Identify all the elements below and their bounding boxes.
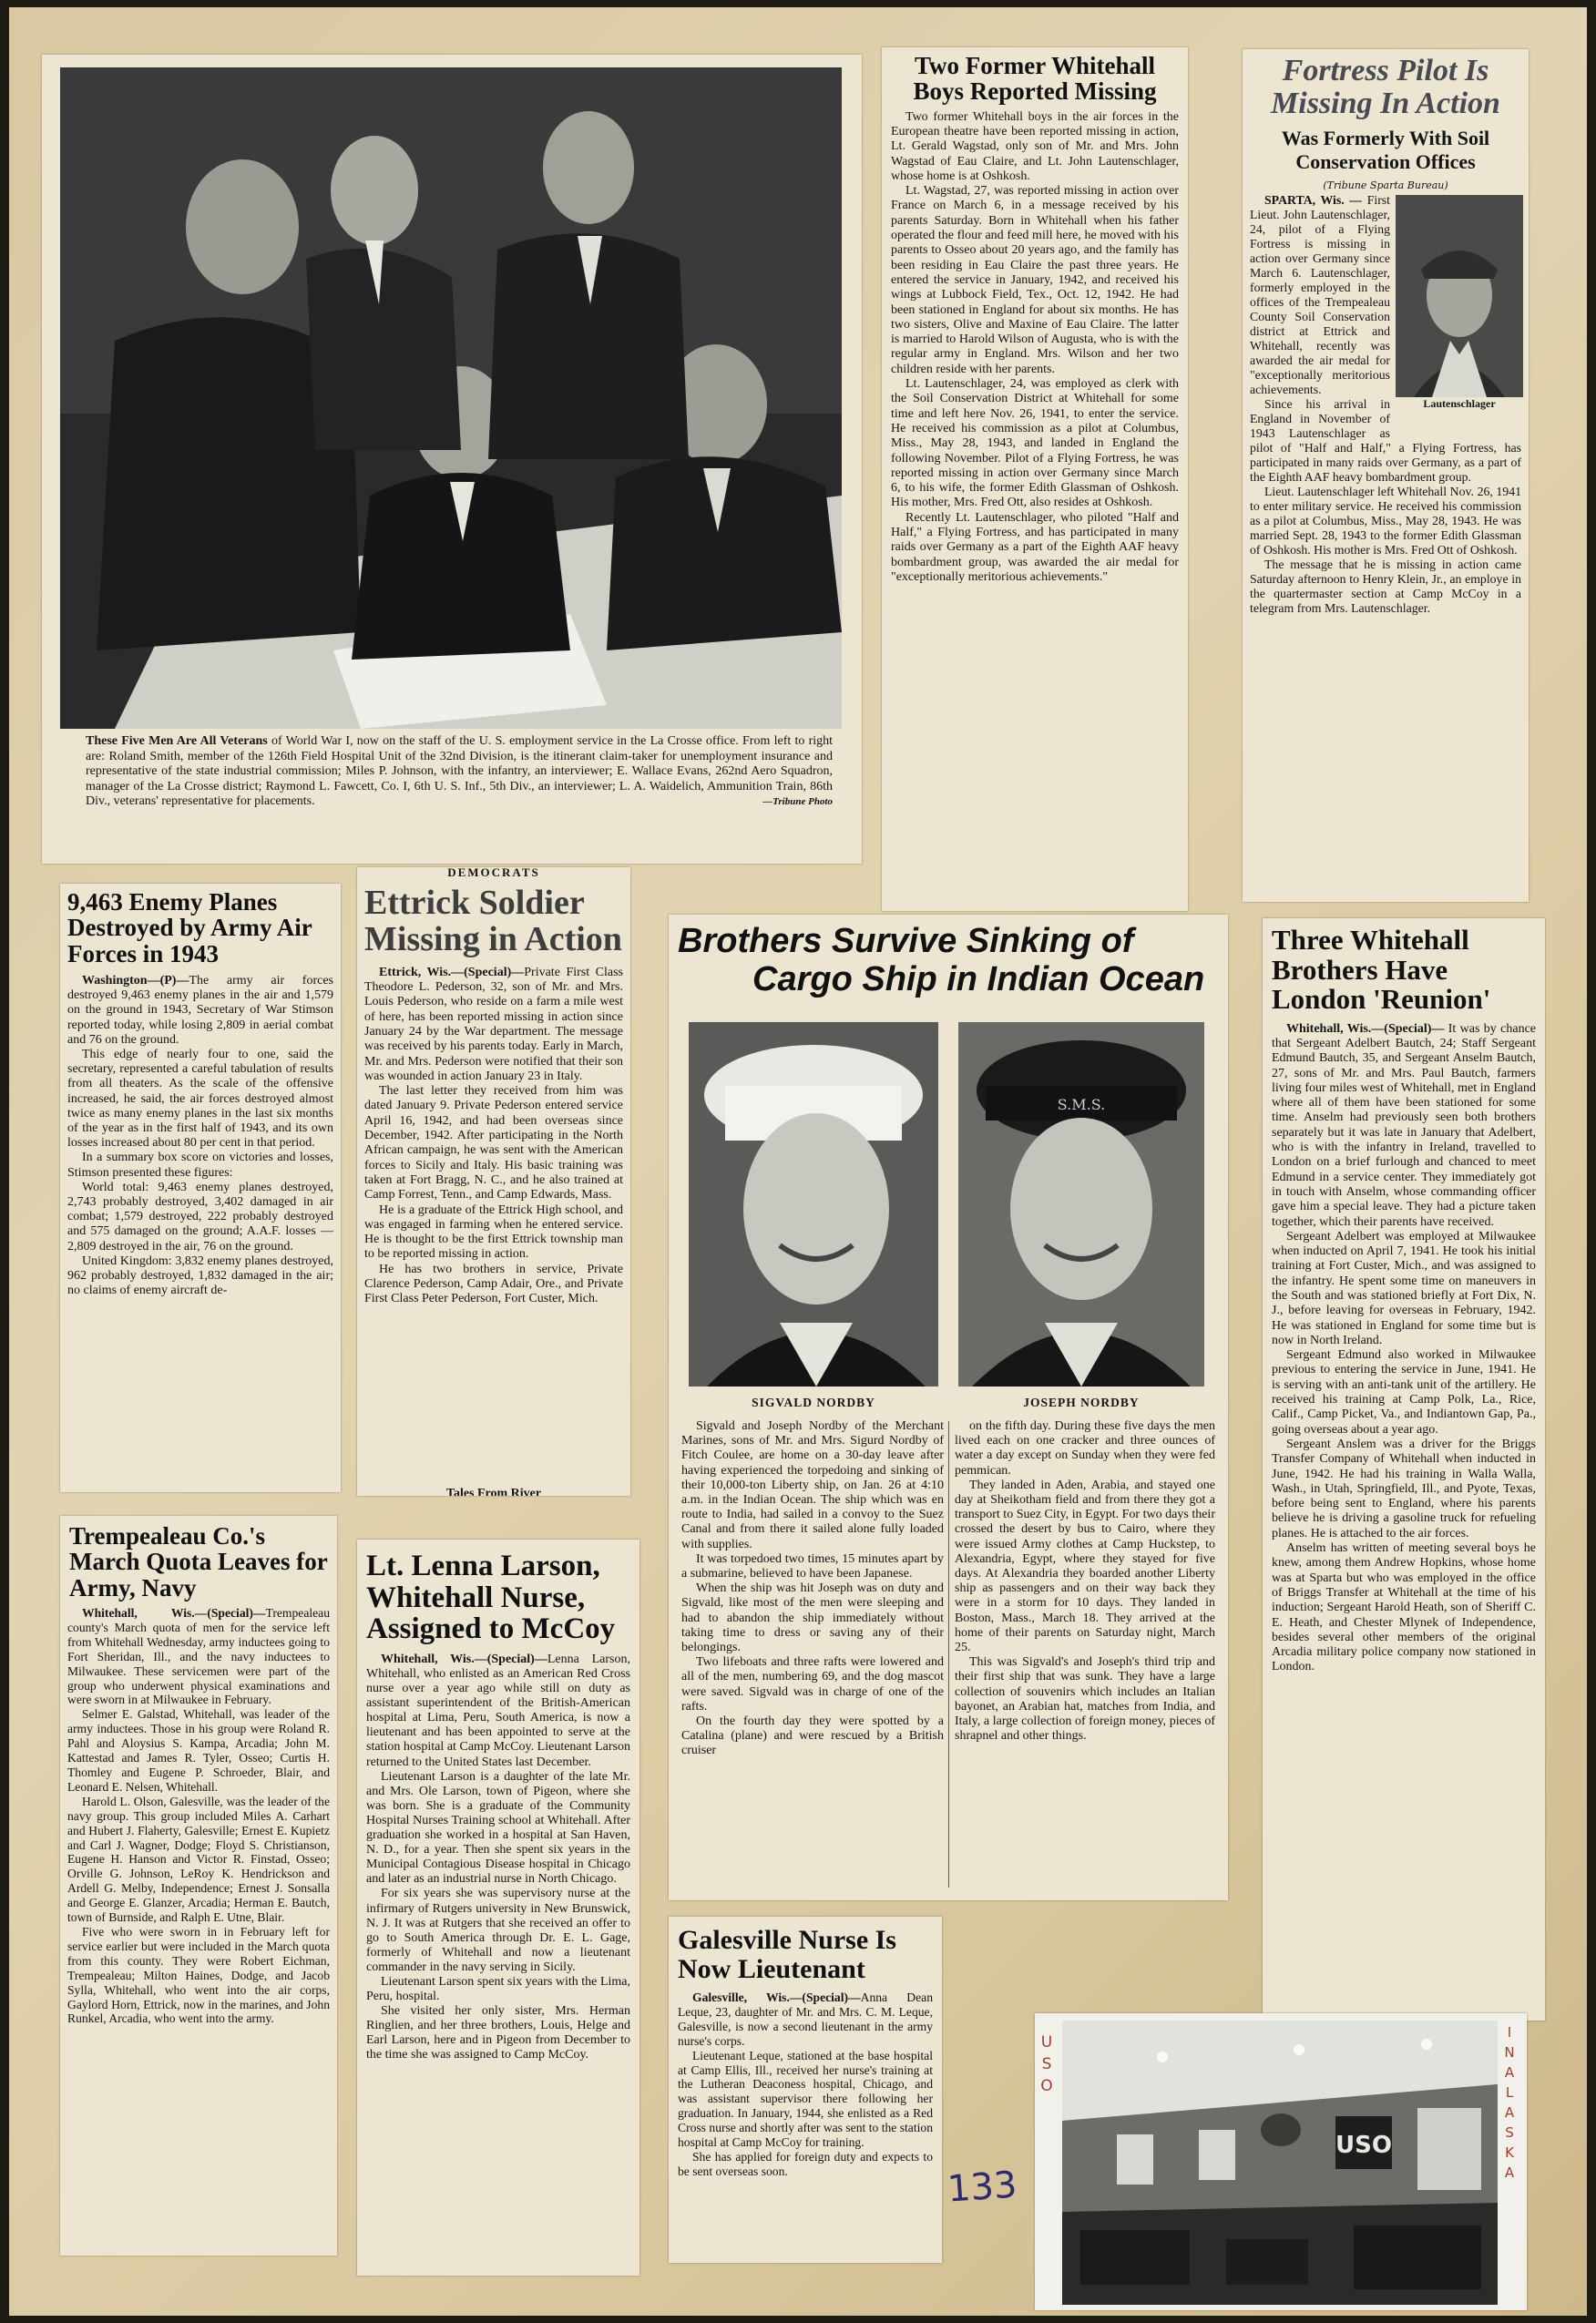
lenna-dateline: Whitehall, Wis.—(Special)— [381,1652,547,1666]
trempealeau-para: Five who were sworn in in February left for service earlier but were included in the March quota from this county. They were Robert Eichman, Trempealeau; Milton Haines, Dodge, and Jacob Sylla, Whitehall, who went into the air corps, Gaylord Horn, Ettrick, now in the marines, and John Runkel, Arcadia, who went into the army. [67,1924,330,2026]
planes-para: United Kingdom: 3,832 enemy planes destroyed, 962 probably destroyed, 1,832 damaged in the air; no claims of enemy aircraft de- [67,1254,333,1298]
trempealeau-para: Whitehall, Wis.—(Special)—Trempealeau county's March quota of men for the service left from Whitehall Wednesday, army inductees going to Fort Sheridan, Ill., and the navy inductees to Milwaukee. These servicemen were part of the group who underwent physical examinations and were sworn in at Milwaukee in February. [67,1606,330,1707]
page-number: 133 [946,2164,1018,2211]
fortress-para: Since his arrival in England in November of 1943 Lautenschlager as pilot of "Half and Half," a Flying Fortress, has participated in many raids over Germany, as a part of the Eighth AAF heavy bombardment group. [1250,397,1521,485]
veterans-photo-caption [86,734,833,810]
veterans-photo [60,67,842,729]
ettrick-para: He has two brothers in service, Private Clarence Pederson, Camp Adair, Ore., and Private First Class Peter Pederson, Fort Custer, Mich. [364,1262,623,1306]
uso-right-label: IN ALASKA [1504,2024,1517,2181]
lenna-body [366,1653,630,2063]
galesville-para: She has applied for foreign duty and expects to be sent overseas soon. [678,2149,933,2178]
brothers-headline-line1: Brothers Survive Sinking of [678,922,1134,960]
trempealeau-para: Selmer E. Galstad, Whitehall, was leader of the army inductees. Those in his group were Roland R. Pahl and Aloysius S. Kampa, Arcadia; John M. Kattestad and James R. Tyler, Osseo; Curtis H. Thomley and Eugene P. Schroeder, Blair, and Leonard E. Nelsen, Whitehall. [67,1707,330,1794]
fortress-photo-box [1396,195,1523,425]
ettrick-body [364,966,623,1307]
ettrick-para: The last letter they received from him was dated January 9. Private Pederson entered service April 16, 1942, and had been overseas since December, 1942. After participating in the North African campaign, he was sent with the American forces to Sicily and Italy. His basic training was taken at Fort Bragg, N. C., and he also trained at Camp Forrest, Tenn., and Camp Edwards, Mass. [364,1084,623,1202]
veterans-photo-clipping [42,55,862,864]
lautenschlager-photo [1396,195,1523,397]
fortress-para: The message that he is missing in action came Saturday afternoon to Henry Klein, Jr., an employe in the quartermaster section at Camp McCoy in a telegram from Mrs. Lautenschlager. [1250,558,1521,616]
lenna-larson-clipping [357,1540,639,2276]
three-para: Anselm has written of meeting several boys he knew, among them Andrew Hopkins, whose home was at Sparta but who was employed in the office of Briggs Transfer at Whitehall at the time of his induction; Sergeant Harold Heath, son of Sheriff C. E. Heath, and Chester Mlynek of Independence, besides several other members of the original Arcadia military police company now stationed in London. [1272,1541,1536,1674]
ettrick-masthead: DEMOCRATS [447,867,540,879]
two-former-para: Lt. Lautenschlager, 24, was employed as clerk with the Soil Conservation District at Whitehall for some time and left here Nov. 26, 1941, to enter the service. He received his commission as a pilot at Columbus, Miss., May 28, 1943, and landed in England the following November. Pilot of a Flying Fortress, he was reported missing in action over Germany since March 6, to his wife, the former Edith Glassman of Oshkosh. His mother, Mrs. Fred Ott, also resides at Oshkosh. [891,377,1179,510]
brothers-headline-line2: Cargo Ship in Indian Ocean [752,959,1205,998]
galesville-para: Galesville, Wis.—(Special)—Anna Dean Leque, 23, daughter of Mr. and Mrs. C. M. Leque, Galesville, is now a second lieutenant in the army nurse's corps. [678,1990,933,2048]
brothers-col1 [681,1419,944,1759]
two-former-para: Recently Lt. Lautenschlager, who piloted "Half and Half," a Flying Fortress, and has participated in many raids over Germany as a part of the Eighth AAF heavy bombardment group, was awarded the air medal for "exceptionally meritorious achievements." [891,510,1179,584]
cap-text: S.M.S. [1057,1096,1106,1113]
lenna-para: She visited her only sister, Mrs. Herman Ringlien, and her three brothers, Louis, Helge and Earl Larson, here and in Pigeon from December to the time she was assigned to Camp McCoy. [366,2004,630,2062]
planes-para: This edge of nearly four to one, said the secretary, represented a careful tabulation of results from all theaters. As the scale of the offensive increased, he said, the air forces destroyed almost twice as many enemy planes in the last six months of the year as in the first half of 1943, and its own losses increased about 80 per cent in that period. [67,1048,333,1151]
brothers-para: on the fifth day. During these five days the men lived each on one cracker and three ounces of water a day except on Sunday when they were fed pemmican. [955,1419,1215,1478]
planes-para: Washington—(P)—The army air forces destroyed 9,463 enemy planes in the air and 1,579 on the ground in 1943, Secretary of War Stimson reported today, while losing 2,809 in aerial combat and 76 on the ground. [67,974,333,1047]
fortress-subhead: Was Formerly With Soil Conservation Offices [1281,127,1490,174]
lautenschlager-label: Lautenschlager [1423,397,1496,411]
brothers-col2 [955,1419,1215,1744]
two-former-clipping [882,47,1188,911]
brothers-para: When the ship was hit Joseph was on duty and Sigvald, like most of the men were sleeping and had to abandon the ship immediately without taking time to dress or saving any of their belongings. [681,1581,944,1655]
three-body [1272,1022,1536,1675]
trempealeau-dateline: Whitehall, Wis.—(Special)— [82,1606,266,1621]
galesville-body [678,1990,933,2179]
trempealeau-para: Harold L. Olson, Galesville, was the leader of the navy group. This group included Miles A. Carhart and Hubert J. Flaherty, Galesville; Ernest E. Kupietz and Carl J. Wagner, Dodge; Floyd S. Christianson, Eugene H. Hanson and Victor R. Finstad, Osseo; Orville G. Johnson, LeRoy K. Hendrickson and Ardell G. Melby, Independence; Ernest J. Sonsalla and George E. Glanzer, Arcadia; Herman E. Bautch, town of Burnside, and Ralph E. Utne, Blair. [67,1794,330,1925]
trempealeau-body [67,1606,330,2026]
galesville-dateline: Galesville, Wis.—(Special)— [692,1990,861,2004]
caption-text: of World War I, now on the staff of the U. S. employment service in the La Crosse office. From left to right are: Roland Smith, member of the 126th Field Hospital Unit of the 32nd Division, is the itinerant claim-taker for unemployment insurance and representative of the state industrial commission; Miles P. Johnson, with the infantry, an interviewer; E. Wallace Evans, 262nd Aero Squadron, manager of the La Crosse district; Raymond L. Fawcett, Co. I, 6th U. S. Inf., 5th Div., an interviewer; L. A. Waidelich, Ammunition Train, 86th Div., veterans' representative for placements. [86,734,834,808]
ettrick-headline: Ettrick Soldier Missing in Action [364,884,622,958]
planes-para: In a summary box score on victories and losses, Stimson presented these figures: [67,1151,333,1180]
planes-dateline: Washington—(P)— [82,974,189,988]
brothers-clipping [669,915,1228,1900]
planes-body [67,974,333,1298]
lenna-headline: Lt. Lenna Larson, Whitehall Nurse, Assigned to McCoy [366,1550,616,1646]
brothers-para: It was torpedoed two times, 15 minutes apart by a submarine, believed to have been Japanese. [681,1551,944,1581]
two-former-body [891,110,1179,586]
fortress-bureau: (Tribune Sparta Bureau) [1323,179,1448,192]
sigvald-label: SIGVALD NORDBY [752,1396,875,1409]
pilot-portrait [1396,195,1523,397]
joseph-label: JOSEPH NORDBY [1023,1396,1140,1409]
brothers-para: This was Sigvald's and Joseph's third trip and their first ship that was sunk. They have a large collection of souvenirs which includes an Italian bayonet, an Arabian hat, matches from India, and Italy, a large collection of foreign money, pieces of shrapnel and other things. [955,1655,1215,1744]
three-para: Sergeant Adelbert was employed at Milwaukee when inducted on April 7, 1941. He took his initial training at Fort Custer, Mich., and was assigned to the infantry. He spent some time on maneuvers in the South and was stationed briefly at Fort Dix, N. J., before leaving for overseas in February, 1942. He was stationed in England for some time but is now in North Ireland. [1272,1229,1536,1347]
planes-clipping [60,884,341,1492]
lenna-para: Lieutenant Larson spent six years with the Lima, Peru, hospital. [366,1974,630,2004]
lenna-para: Whitehall, Wis.—(Special)—Lenna Larson, Whitehall, who enlisted as an American Red Cross nurse over a year ago while still on duty as assistant superintendent of the British-American hospital at Lima, Peru, South America, is now a lieutenant and has been appointed to serve at the station hospital at Camp McCoy. Lieutenant Larson returned to the United States last December. [366,1652,630,1769]
three-para: Sergeant Edmund also worked in Milwaukee previous to entering the service in June, 1941. He is serving with an anti-tank unit of the artillery. He received his training at Camp Polk, La., Rice, Calif., Camp Picket, Va., and Indiantown Gap, Pa., going overseas about a year ago. [1272,1348,1536,1437]
veterans-photo-illustration [60,67,842,729]
three-para: Sergeant Anslem was a driver for the Briggs Transfer Company of Whitehall when inducted in June, 1942. He had his training in Walla Walla, Wash., in Utah, Springfield, Ill., and Pyote, Texas, before being sent to England, where his parents believe he is driving a gasoline truck for refueling planes. He is attached to the air forces. [1272,1437,1536,1540]
three-para: Whitehall, Wis.—(Special)— It was by chance that Sergeant Adelbert Bautch, 24; Staff Sergeant Edmund Bautch, 35, and Sergeant Anselm Bautch, 27, sons of Mr. and Mrs. Paul Bautch, farmers living four miles west of Whitehall, met in England where all of them have been stationed for some time. Anselm had previously seen both brothers separately but it was late in January that Adelbert, who is with the infantry in Ireland, travelled to London on a brief furlough and chanced to meet Edmund in a service center. They immediately got in touch with Anselm, whose commanding officer gave him a special leave. They had a picture taken together, which their parents have received. [1272,1021,1536,1229]
uso-left-label: USO [1040,2033,1055,2095]
brothers-column-rule [948,1421,949,1888]
scrapbook-page [9,7,1587,2316]
planes-headline: 9,463 Enemy Planes Destroyed by Army Air Forces in 1943 [67,888,312,967]
three-brothers-clipping [1263,918,1545,2021]
galesville-headline: Galesville Nurse Is Now Lieutenant [678,1925,896,1984]
trempealeau-clipping [60,1516,337,2256]
two-former-para: Two former Whitehall boys in the air forces in the European theatre have been reported missing in action, Lt. Gerald Wagstad, only son of Mr. and Mrs. John Wagstad of Eau Claire, and Lt. John Lautenschlager, whose home is at Oshkosh. [891,109,1179,183]
fortress-para: Lieut. Lautenschlager left Whitehall Nov. 26, 1941 to enter military service. He received his commission as a pilot at Columbus, Miss., May 28, 1943. He was married Sept. 28, 1943 to the former Edith Glassman of Oshkosh. His mother is Mrs. Fred Ott of Oshkosh. [1250,485,1521,558]
joseph-photo [958,1022,1204,1387]
brothers-para: They landed in Aden, Arabia, and stayed one day at Sheikotham field and from there they got a transport to Suez City, in Egypt. For two days their crossed the desert by bus to Cairo, where they were issued Army clothes at Camp Huckstep, to Alexandria, Egypt, where they stayed for five days. At Alexandria they boarded another Liberty ship as passengers and on their way back they were in a storm for 10 days. They landed in Boston, Mass., March 18. They arrived at the home of their parents on Saturday night, March 25. [955,1478,1215,1655]
planes-para: World total: 9,463 enemy planes destroyed, 2,743 probably destroyed, 3,402 damaged in air combat; 1,579 destroyed, 222 probably destroyed and 575 damaged on the ground; A.A.F. losses — 2,809 destroyed in the air, 76 on the ground. [67,1180,333,1254]
ettrick-clipping [357,867,630,1496]
galesville-para: Lieutenant Leque, stationed at the base hospital at Camp Ellis, Ill., received her nurse's training at the Lutheran Deaconess hospital, Chicago, and was assistant supervisor there following her graduation. In January, 1944, she enlisted as a Red Cross nurse and shortly after was sent to the station hospital at Camp McCoy for training. [678,2048,933,2150]
sigvald-portrait [689,1022,938,1387]
galesville-clipping [669,1917,942,2263]
fortress-dateline: SPARTA, Wis. — [1264,193,1363,208]
trempealeau-headline: Trempealeau Co.'s March Quota Leaves for Army, Navy [69,1522,328,1602]
uso-room-illustration [1062,2021,1498,2305]
brothers-para: Sigvald and Joseph Nordby of the Merchant Marines, sons of Mr. and Mrs. Sigurd Nordby of Fitch Coulee, are home on a 30-day leave after having experienced the torpedoing and sinking of their 10,000-ton Liberty ship, on Jan. 26 at 4:10 a.m. in the Indian Ocean. The ship which was en route to India, had sailed in a convoy to the Suez Canal and from there it sailed alone fully loaded with supplies. [681,1419,944,1551]
ettrick-bottom-cut: Tales From River [445,1487,542,1496]
three-headline: Three Whitehall Brothers Have London 'Reunion' [1272,924,1491,1016]
brothers-para: On the fourth day they were spotted by a Catalina (plane) and were rescued by a British cruiser [681,1714,944,1758]
ettrick-dateline: Ettrick, Wis.—(Special)— [379,965,525,979]
ettrick-para: He is a graduate of the Ettrick High school, and was engaged in farming when he entered service. He is thought to be the first Ettrick township man to be reported missing in action. [364,1202,623,1262]
lenna-para: Lieutenant Larson is a daughter of the late Mr. and Mrs. Ole Larson, town of Pigeon, where she was born. She is a graduate of the Community Hospital Nurses Training school at Whitehall. After graduation she worked in a hospital at San Haven, N. D., for a year. Then she spent six years in the Municipal Contagious Disease hospital in Chicago and later as an industrial nurse in North Chicago. [366,1769,630,1887]
fortress-clipping [1243,49,1529,902]
fortress-headline: Fortress Pilot Is Missing In Action [1271,54,1500,120]
three-dateline: Whitehall, Wis.—(Special)— [1286,1021,1445,1036]
uso-photo [1062,2021,1498,2305]
brothers-para: Two lifeboats and three rafts were lowered and all of the men, numbering 69, and the dog mascot were saved. Sigvald was in charge of one of the rafts. [681,1655,944,1714]
fortress-para: SPARTA, Wis. — First Lieut. John Lautenschlager, 24, pilot of a Flying Fortress is missing in action over Germany since March 6. Lautenschlager, formerly employed in the offices of the Trempealeau County Soil Conservation district at Ettrick and Whitehall, recently was awarded the air medal for "exceptionally meritorious achievements. [1250,193,1390,397]
lenna-para: For six years she was supervisory nurse at the infirmary of Rutgers university in New Brunswick, N. J. It was at Rutgers that she received an offer to go to South America through Dr. E. L. Gage, formerly of Whitehall and now a lieutenant commander in the navy serving in Sicily. [366,1887,630,1974]
joseph-portrait [958,1022,1204,1387]
sigvald-photo [689,1022,938,1387]
two-former-para: Lt. Wagstad, 27, was reported missing in action over France on March 6, in a message received by his parents Saturday. Born in Whitehall when his father operated the flour and feed mill here, he moved with his parents to Osseo about 20 years ago, and the family has been residing in Eau Claire the past three years. He entered the service in January, 1942, and received his wings at Lubbock Field, Tex., Oct. 12, 1942. He had been stationed in England for about six months. He has two sisters, Olive and Maxine of Eau Claire. The latter is married to Harold Wilson of Augusta, who is with the regular army in England. Mrs. Wilson and her two children reside with her parents. [891,184,1179,376]
caption-lead: These Five Men Are All Veterans [86,734,268,748]
photo-credit: —Tribune Photo [762,796,833,807]
uso-photo-card [1035,2013,1527,2310]
uso-sign: USO [1335,2132,1392,2159]
two-former-headline: Two Former Whitehall Boys Reported Missing [913,52,1157,106]
ettrick-para: Ettrick, Wis.—(Special)—Private First Class Theodore L. Pederson, 32, son of Mr. and Mrs. Louis Pederson, who reside on a farm a mile west of here, has been reported missing in action since January 24 by the War department. The message was received by his parents today. Early in March, Mr. and Mrs. Pederson were notified that their son was wounded in action January 23 in Italy. [364,965,624,1083]
